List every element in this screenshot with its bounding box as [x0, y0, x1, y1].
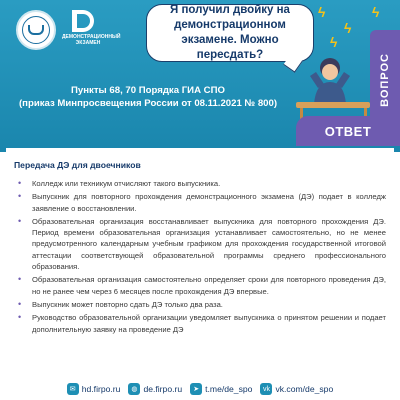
subtitle-line-1: Пункты 68, 70 Порядка ГИА СПО	[71, 85, 225, 96]
list-item-text: Выпускник может повторно сдать ДЭ только два раза.	[32, 299, 223, 309]
footer-link-site[interactable]	[128, 383, 182, 395]
lightning-icon: ϟ	[344, 20, 352, 36]
lightning-icon: ϟ	[372, 4, 380, 20]
list-item	[14, 191, 386, 214]
firpo-logo	[16, 10, 56, 50]
bullet-icon: •	[18, 215, 22, 226]
footer-link-telegram[interactable]	[190, 383, 252, 395]
header	[0, 0, 400, 152]
mail-icon: ✉	[67, 383, 79, 395]
list-item	[14, 299, 386, 310]
subtitle-line-2: (приказ Минпросвещения России от 08.11.2021 № 800)	[18, 98, 278, 109]
list-item-text: Руководство образовательной организации уведомляет выпускника о принятом решении и подает дополнительную заявку на проведение ДЭ	[32, 313, 386, 334]
answer-label: ОТВЕТ	[324, 123, 372, 139]
list-item	[14, 312, 386, 335]
footer	[0, 378, 400, 400]
telegram-icon: ➤	[190, 383, 202, 395]
question-side-label: ВОПРОС	[379, 53, 391, 107]
lightning-icon: ϟ	[330, 34, 338, 50]
list-item	[14, 216, 386, 272]
lightning-icon: ϟ	[318, 4, 326, 20]
subtitle	[0, 84, 296, 110]
list-item-text: Колледж или техникум отчисляют такого выпускника.	[32, 179, 221, 188]
list-item	[14, 274, 386, 297]
footer-link-label[interactable]: de.firpo.ru	[143, 384, 183, 394]
bullet-icon: •	[18, 312, 22, 323]
answer-content	[6, 148, 394, 376]
book-icon	[28, 25, 44, 35]
question-side-tab	[370, 30, 400, 130]
de-logo	[62, 10, 121, 46]
question-bubble	[146, 4, 314, 62]
de-logo-mark	[72, 10, 94, 32]
vk-icon: vk	[260, 383, 272, 395]
question-text: Я получил двойку на демонстрационном экзамене. Можно пересдать?	[170, 4, 290, 61]
firpo-logo-inner	[22, 16, 50, 44]
list-item-text: Образовательная организация самостоятельно определяет сроки для повторного проведения ДЭ, но не ранее чем через 6 месяцев после прохождения ДЭ впервые.	[32, 275, 386, 296]
bullet-icon: •	[18, 191, 22, 202]
footer-link-label[interactable]: hd.firpo.ru	[81, 384, 121, 394]
footer-link-label[interactable]: vk.com/de_spo	[275, 384, 334, 394]
footer-link-label[interactable]: t.me/de_spo	[205, 384, 253, 394]
section-title: Передача ДЭ для двоечников	[14, 160, 141, 170]
footer-link-vk[interactable]	[260, 383, 333, 395]
footer-link-mail[interactable]	[67, 383, 121, 395]
answer-list	[14, 178, 386, 335]
de-logo-text: ДЕМОНСТРАЦИОННЫЙ ЭКЗАМЕН	[62, 34, 121, 46]
sad-student-illustration	[300, 46, 360, 126]
list-item-text: Выпускник для повторного прохождения демонстрационного экзамена (ДЭ) подает в колледж заявление о восстановлении.	[32, 192, 386, 213]
list-item-text: Образовательная организация восстанавливает выпускника для повторного прохождения ДЭ. Период времени образовательная организация устанавливает самостоятельно, но не менее предусмотренного календарным учебным графиком для прохождения государственной итоговой аттестации соответствующей образовательной программы среднего профессионального образования.	[32, 216, 386, 272]
globe-icon: ◍	[128, 383, 140, 395]
bullet-icon: •	[18, 274, 22, 285]
bullet-icon: •	[18, 178, 22, 188]
list-item	[14, 178, 386, 189]
desk	[296, 102, 370, 108]
answer-tab	[296, 116, 400, 146]
bullet-icon: •	[18, 298, 22, 309]
